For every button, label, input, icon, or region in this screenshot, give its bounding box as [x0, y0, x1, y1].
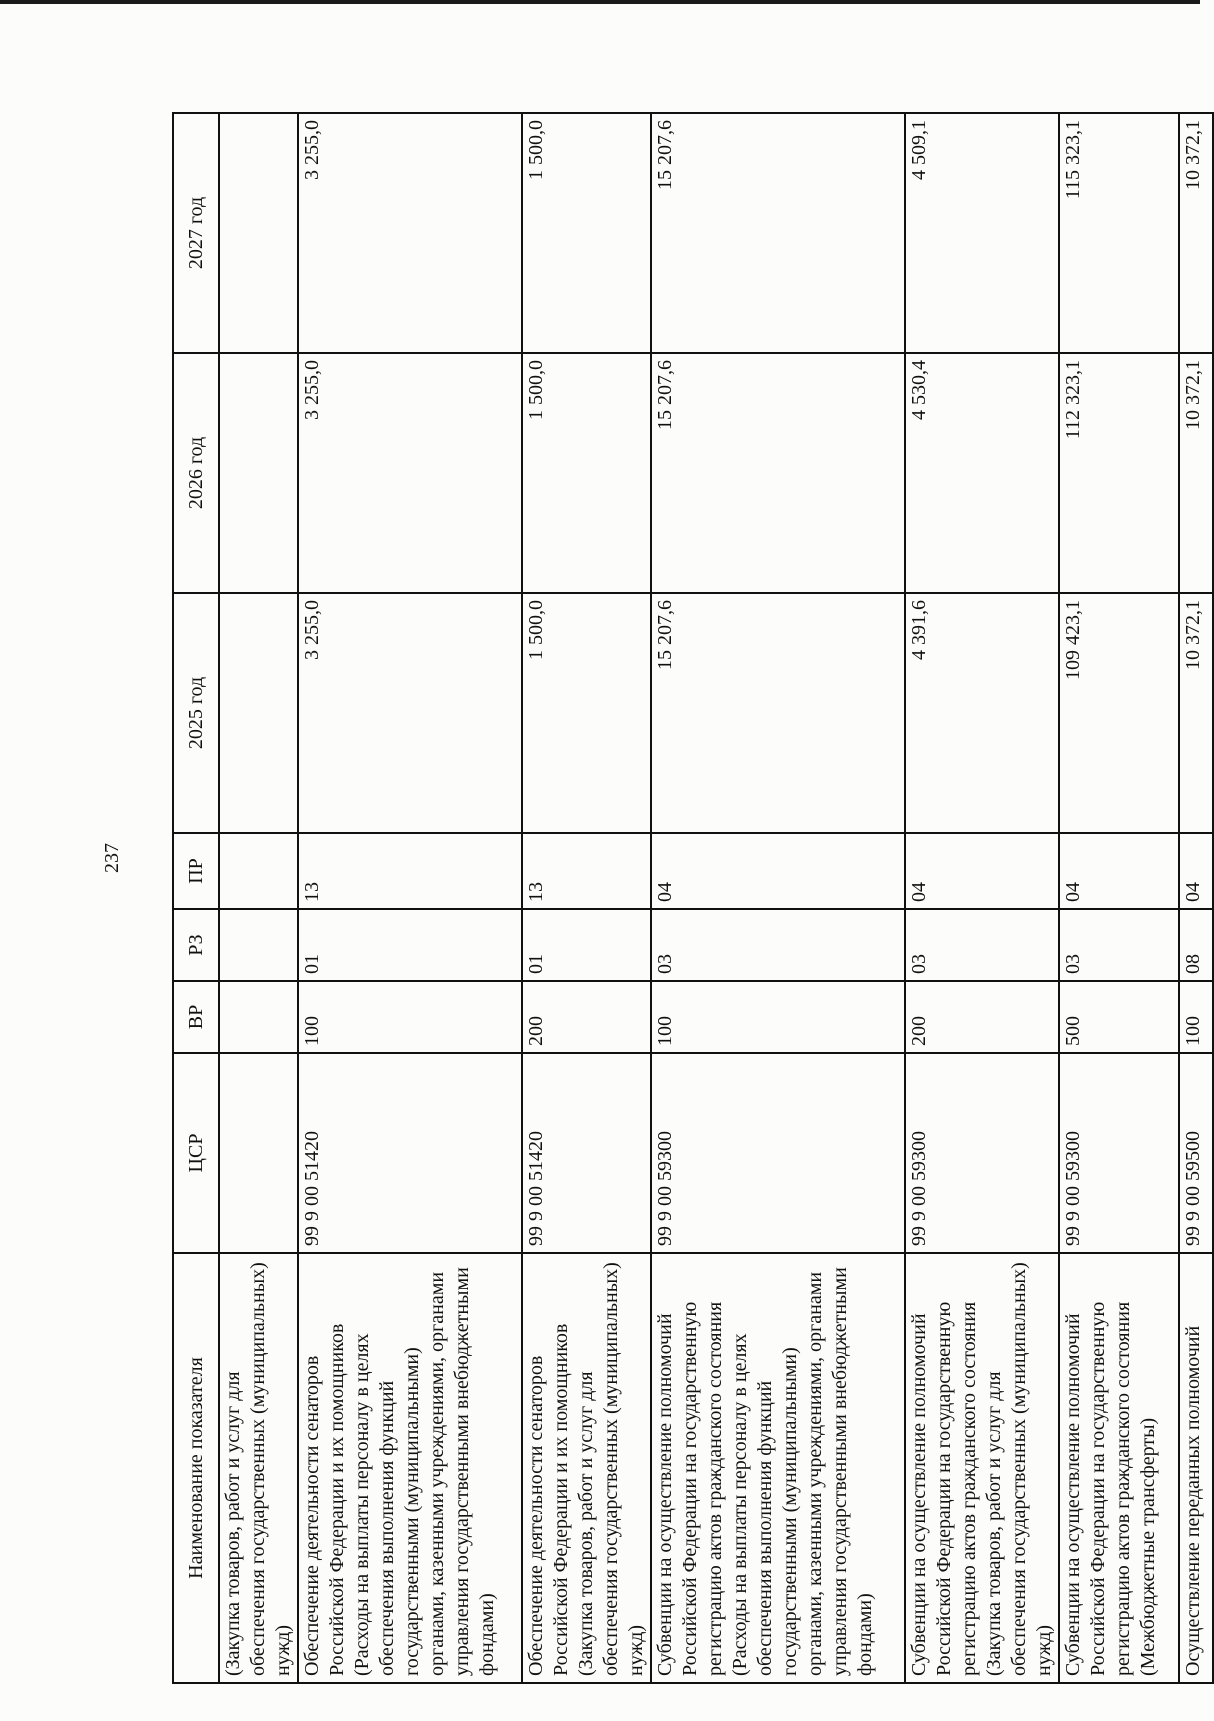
cell-vr: 200 — [522, 981, 651, 1053]
header-2026: 2026 год — [173, 353, 219, 593]
cell-2025: 15 207,6 — [651, 593, 905, 833]
header-name: Наименование показателя — [173, 1253, 219, 1683]
cell-csr: 99 9 00 59300 — [651, 1053, 905, 1253]
cell-2026: 1 500,0 — [522, 353, 651, 593]
table-row — [298, 113, 522, 1683]
cell-pr: 13 — [298, 833, 522, 909]
cell-2025: 109 423,1 — [1059, 593, 1179, 833]
cell-pr: 13 — [522, 833, 651, 909]
cell-vr: 200 — [905, 981, 1059, 1053]
cell-csr: 99 9 00 59300 — [905, 1053, 1059, 1253]
cell-csr: 99 9 00 51420 — [298, 1053, 522, 1253]
cell-rz: 01 — [298, 909, 522, 981]
cell-2026: 15 207,6 — [651, 353, 905, 593]
budget-table — [172, 112, 1214, 1684]
cell-2027 — [219, 113, 298, 353]
cell-vr: 100 — [298, 981, 522, 1053]
cell-2027: 10 372,1 — [1179, 113, 1213, 353]
header-vr: ВР — [173, 981, 219, 1053]
cell-2027: 3 255,0 — [298, 113, 522, 353]
cell-csr — [219, 1053, 298, 1253]
cell-rz: 01 — [522, 909, 651, 981]
cell-vr: 100 — [651, 981, 905, 1053]
cell-2025: 3 255,0 — [298, 593, 522, 833]
cell-name: Субвенции на осуществление полномочий Российской Федерации на государственную регистрацию актов гражданского состояния (Межбюджетные трансферты) — [1059, 1253, 1179, 1683]
page-number-text: 237 — [101, 843, 123, 873]
cell-csr: 99 9 00 59500 — [1179, 1053, 1213, 1253]
table-row — [1179, 113, 1213, 1683]
header-csr: ЦСР — [173, 1053, 219, 1253]
cell-pr: 04 — [1059, 833, 1179, 909]
cell-2026: 3 255,0 — [298, 353, 522, 593]
cell-2025: 10 372,1 — [1179, 593, 1213, 833]
header-rz: РЗ — [173, 909, 219, 981]
cell-2025: 4 391,6 — [905, 593, 1059, 833]
cell-rz: 03 — [905, 909, 1059, 981]
cell-2027: 4 509,1 — [905, 113, 1059, 353]
cell-pr — [219, 833, 298, 909]
cell-2025 — [219, 593, 298, 833]
top-border-line — [0, 0, 1200, 4]
cell-name: Субвенции на осуществление полномочий Российской Федерации на государственную регистрацию актов гражданского состояния (Закупка товаров, работ и услуг для обеспечения государственных (муниципальных) нужд) — [905, 1253, 1059, 1683]
cell-csr: 99 9 00 59300 — [1059, 1053, 1179, 1253]
cell-csr: 99 9 00 51420 — [522, 1053, 651, 1253]
cell-2026: 112 323,1 — [1059, 353, 1179, 593]
cell-vr: 500 — [1059, 981, 1179, 1053]
rotated-table-container — [172, 112, 1204, 1684]
cell-2027: 115 323,1 — [1059, 113, 1179, 353]
table-row — [1059, 113, 1179, 1683]
cell-name: Субвенции на осуществление полномочий Российской Федерации на государственную регистрацию актов гражданского состояния (Расходы на выплаты персоналу в целях обеспечения выполнения функций государственными (муниципальными) органами, казенными учреждениями, органами управления государственными внебюджетными фондами) — [651, 1253, 905, 1683]
table-row — [522, 113, 651, 1683]
cell-2026 — [219, 353, 298, 593]
cell-rz: 03 — [651, 909, 905, 981]
cell-name: (Закупка товаров, работ и услуг для обеспечения государственных (муниципальных) нужд) — [219, 1253, 298, 1683]
cell-2026: 4 530,4 — [905, 353, 1059, 593]
cell-name: Осуществление переданных полномочий — [1179, 1253, 1213, 1683]
cell-vr: 100 — [1179, 981, 1213, 1053]
cell-rz: 03 — [1059, 909, 1179, 981]
cell-2026: 10 372,1 — [1179, 353, 1213, 593]
cell-2025: 1 500,0 — [522, 593, 651, 833]
cell-pr: 04 — [651, 833, 905, 909]
header-2027: 2027 год — [173, 113, 219, 353]
cell-name: Обеспечение деятельности сенаторов Российской Федерации и их помощников (Расходы на выплаты персоналу в целях обеспечения выполнения функций государственными (муниципальными) органами, казенными учреждениями, органами управления государственными внебюджетными фондами) — [298, 1253, 522, 1683]
cell-rz — [219, 909, 298, 981]
cell-rz: 08 — [1179, 909, 1213, 981]
header-2025: 2025 год — [173, 593, 219, 833]
table-row — [219, 113, 298, 1683]
cell-vr — [219, 981, 298, 1053]
cell-pr: 04 — [905, 833, 1059, 909]
table-row — [905, 113, 1059, 1683]
cell-pr: 04 — [1179, 833, 1213, 909]
table-row — [651, 113, 905, 1683]
cell-name: Обеспечение деятельности сенаторов Российской Федерации и их помощников (Закупка товаров, работ и услуг для обеспечения государственных (муниципальных) нужд) — [522, 1253, 651, 1683]
header-pr: ПР — [173, 833, 219, 909]
cell-2027: 15 207,6 — [651, 113, 905, 353]
table-header-row — [173, 113, 219, 1683]
cell-2027: 1 500,0 — [522, 113, 651, 353]
